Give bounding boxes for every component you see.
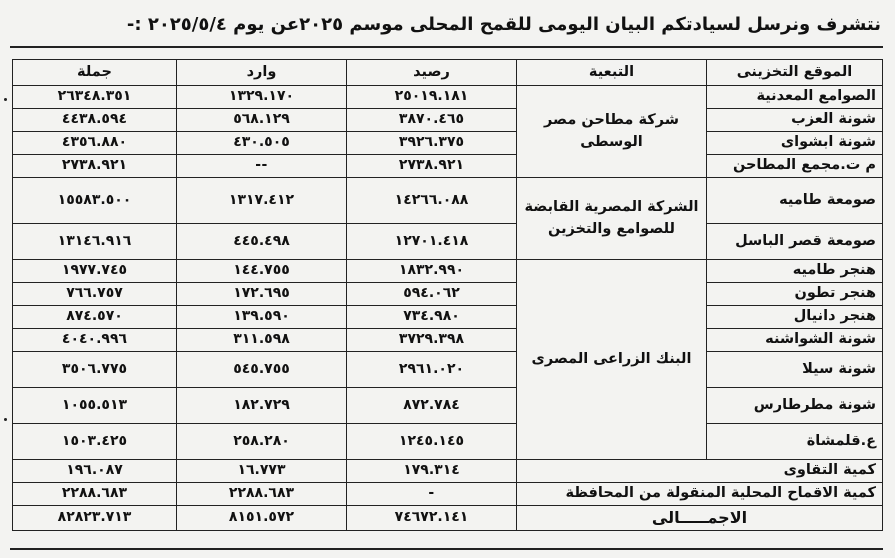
balance-cell: ٢٩٦١.٠٢٠ xyxy=(347,352,517,388)
incoming-cell: ١٧٢.٦٩٥ xyxy=(177,283,347,306)
location-cell: صومعة طاميه xyxy=(707,178,883,224)
location-cell: شونة العزب xyxy=(707,109,883,132)
incoming-cell: ١٣٩.٥٩٠ xyxy=(177,306,347,329)
table-row xyxy=(13,260,883,283)
total-cell: ٤٣٥٦.٨٨٠ xyxy=(13,132,177,155)
table-row xyxy=(13,132,883,155)
header-affiliation: التبعية xyxy=(517,60,707,86)
total-cell: ٢٦٣٤٨.٣٥١ xyxy=(13,86,177,109)
balance-cell: ٧٣٤.٩٨٠ xyxy=(347,306,517,329)
total-cell: ١٥٠٣.٤٢٥ xyxy=(13,424,177,460)
incoming-cell: ١٦.٧٧٣ xyxy=(177,460,347,483)
report-title: نتشرف ونرسل لسيادتكم البيان اليومى للقمح المحلى موسم ٢٠٢٥عن يوم ٢٠٢٥/٥/٤ :- xyxy=(126,14,881,35)
incoming-cell: ١٨٢.٧٢٩ xyxy=(177,388,347,424)
table-row xyxy=(13,352,883,388)
balance-cell: - xyxy=(347,483,517,506)
location-cell: الصوامع المعدنية xyxy=(707,86,883,109)
balance-cell: ١٨٣٢.٩٩٠ xyxy=(347,260,517,283)
incoming-cell: ٤٤٥.٤٩٨ xyxy=(177,224,347,260)
total-cell: ١٣١٤٦.٩١٦ xyxy=(13,224,177,260)
balance-cell: ٣٨٧٠.٤٦٥ xyxy=(347,109,517,132)
incoming-cell: ١٣١٧.٤١٢ xyxy=(177,178,347,224)
header-location: الموقع التخزينى xyxy=(707,60,883,86)
affiliation-cell: شركة مطاحن مصر الوسطى xyxy=(517,86,707,178)
table-row xyxy=(13,424,883,460)
table-row xyxy=(13,224,883,260)
balance-cell: ٣٧٢٩.٣٩٨ xyxy=(347,329,517,352)
incoming-cell: ٢٥٨.٢٨٠ xyxy=(177,424,347,460)
total-cell: ١٥٥٨٣.٥٠٠ xyxy=(13,178,177,224)
seeds-row xyxy=(13,460,883,483)
total-cell: ٨٧٤.٥٧٠ xyxy=(13,306,177,329)
total-cell: ٤٠٤٠.٩٩٦ xyxy=(13,329,177,352)
incoming-cell: ١٣٢٩.١٧٠ xyxy=(177,86,347,109)
header-incoming: وارد xyxy=(177,60,347,86)
table-row xyxy=(13,283,883,306)
seeds-label: كمية التقاوى xyxy=(517,460,883,483)
wheat-report-table xyxy=(12,59,883,531)
table-row xyxy=(13,178,883,224)
header-total: جملة xyxy=(13,60,177,86)
total-cell: ٣٥٠٦.٧٧٥ xyxy=(13,352,177,388)
total-cell: ٢٧٣٨.٩٢١ xyxy=(13,155,177,178)
balance-cell: ١٢٤٥.١٤٥ xyxy=(347,424,517,460)
balance-cell: ٢٥٠١٩.١٨١ xyxy=(347,86,517,109)
transferred-row xyxy=(13,483,883,506)
affiliation-cell: الشركة المصرية القابضة للصوامع والتخزين xyxy=(517,178,707,260)
margin-dot xyxy=(4,418,7,421)
total-cell: ٢٢٨٨.٦٨٣ xyxy=(13,483,177,506)
incoming-cell: -- xyxy=(177,155,347,178)
table-header-row xyxy=(13,60,883,86)
incoming-cell: ١٤٤.٧٥٥ xyxy=(177,260,347,283)
balance-cell: ١٢٧٠١.٤١٨ xyxy=(347,224,517,260)
balance-cell: ٥٩٤.٠٦٢ xyxy=(347,283,517,306)
balance-cell: ٨٧٢.٧٨٤ xyxy=(347,388,517,424)
location-cell: شونة ابشواى xyxy=(707,132,883,155)
grand-total-label: الاجمـــــالى xyxy=(517,506,883,531)
location-cell: هنجر طاميه xyxy=(707,260,883,283)
table-row xyxy=(13,86,883,109)
incoming-cell: ٥٤٥.٧٥٥ xyxy=(177,352,347,388)
location-cell: ع.قلمشاة xyxy=(707,424,883,460)
affiliation-cell: البنك الزراعى المصرى xyxy=(517,260,707,460)
incoming-cell: ٥٦٨.١٢٩ xyxy=(177,109,347,132)
table-row xyxy=(13,306,883,329)
balance-cell: ١٤٢٦٦.٠٨٨ xyxy=(347,178,517,224)
location-cell: هنجر تطون xyxy=(707,283,883,306)
location-cell: شونة الشواشنه xyxy=(707,329,883,352)
bottom-rule xyxy=(10,548,883,550)
location-cell: شونة مطرطارس xyxy=(707,388,883,424)
balance-cell: ٢٧٣٨.٩٢١ xyxy=(347,155,517,178)
incoming-cell: ٣١١.٥٩٨ xyxy=(177,329,347,352)
header-balance: رصيد xyxy=(347,60,517,86)
balance-cell: ٣٩٢٦.٣٧٥ xyxy=(347,132,517,155)
location-cell: هنجر دانيال xyxy=(707,306,883,329)
location-cell: م ت.مجمع المطاحن xyxy=(707,155,883,178)
balance-cell: ١٧٩.٣١٤ xyxy=(347,460,517,483)
balance-cell: ٧٤٦٧٢.١٤١ xyxy=(347,506,517,531)
location-cell: شونة سيلا xyxy=(707,352,883,388)
total-cell: ١٠٥٥.٥١٣ xyxy=(13,388,177,424)
total-cell: ٤٤٣٨.٥٩٤ xyxy=(13,109,177,132)
incoming-cell: ٨١٥١.٥٧٢ xyxy=(177,506,347,531)
total-cell: ٨٢٨٢٣.٧١٣ xyxy=(13,506,177,531)
table-row xyxy=(13,388,883,424)
total-cell: ١٩٦.٠٨٧ xyxy=(13,460,177,483)
top-rule xyxy=(10,46,883,48)
incoming-cell: ٤٣٠.٥٠٥ xyxy=(177,132,347,155)
total-cell: ١٩٧٧.٧٤٥ xyxy=(13,260,177,283)
total-cell: ٧٦٦.٧٥٧ xyxy=(13,283,177,306)
table-row xyxy=(13,155,883,178)
margin-dot xyxy=(4,98,7,101)
grand-total-row xyxy=(13,506,883,531)
incoming-cell: ٢٢٨٨.٦٨٣ xyxy=(177,483,347,506)
transferred-label: كمية الاقماح المحلية المنقولة من المحافظة xyxy=(517,483,883,506)
location-cell: صومعة قصر الباسل xyxy=(707,224,883,260)
table-row xyxy=(13,329,883,352)
table-row xyxy=(13,109,883,132)
